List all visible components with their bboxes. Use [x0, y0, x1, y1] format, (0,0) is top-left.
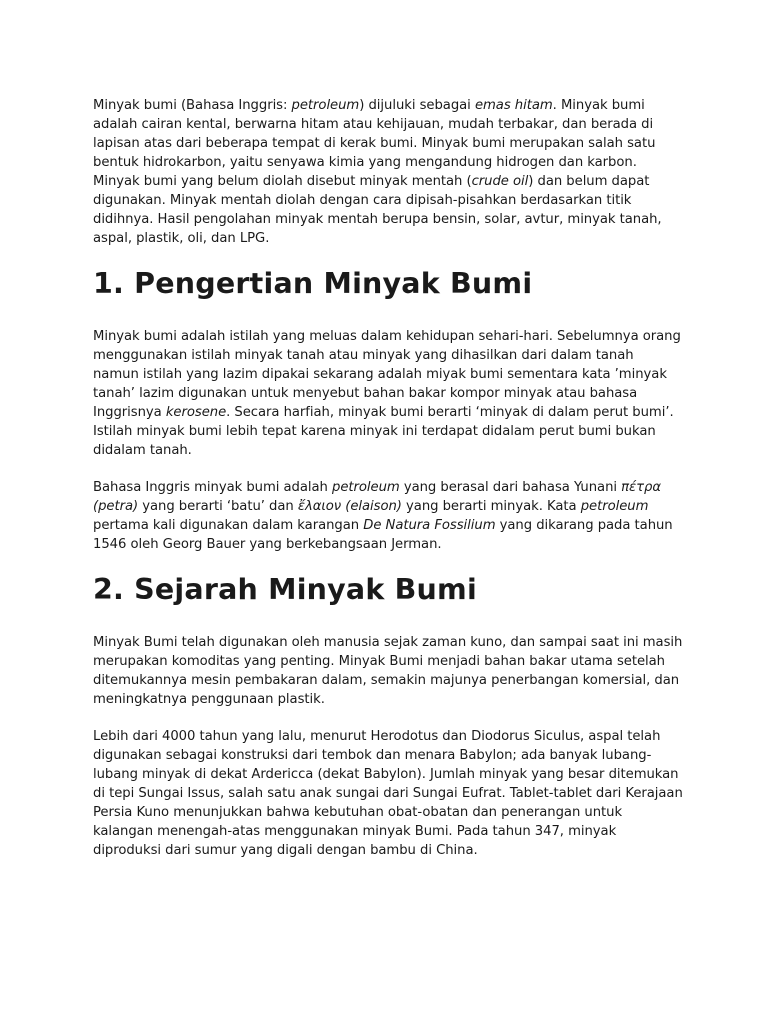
pengertian-p1-text-1: Minyak bumi adalah istilah yang meluas dalam kehidupan sehari-hari. Sebelumnya orang menggunakan istilah minyak tanah atau minyak yang dihasilkan dari dalam tanah namun istilah yang lazim dipakai sekarang adalah miyak bumi sementara kata ’minyak tanah’ lazim digunakan untuk menyebut bahan bakar kompor minyak atau bahasa Inggrisnya: [93, 329, 681, 420]
intro-paragraph: [93, 96, 683, 248]
sejarah-paragraph-1: Minyak Bumi telah digunakan oleh manusia sejak zaman kuno, dan sampai saat ini masih merupakan komoditas yang penting. Minyak Bumi menjadi bahan bakar utama setelah ditemukannya mesin pembakaran dalam, semakin majunya penerbangan komersial, dan meningkatnya penggunaan plastik.: [93, 635, 683, 707]
pengertian-term-petra: πέτρα (petra): [93, 480, 661, 514]
intro-term-emas-hitam: emas hitam: [474, 98, 553, 113]
pengertian-p2-text-4: yang berarti minyak. Kata: [401, 499, 581, 514]
intro-text-1: Minyak bumi (Bahasa Inggris:: [93, 98, 292, 113]
section-heading-pengertian: 1. Pengertian Minyak Bumi: [93, 267, 533, 300]
document-page: [93, 96, 683, 860]
sejarah-paragraph-2: Lebih dari 4000 tahun yang lalu, menurut Herodotus dan Diodorus Siculus, aspal telah digunakan sebagai konstruksi dari tembok dan menara Babylon; ada banyak lubang-lubang minyak di dekat Ardericca (dekat Babylon). Jumlah minyak yang besar ditemukan di tepi Sungai Issus, salah satu anak sungai dari Sungai Eufrat. Tablet-tablet dari Kerajaan Persia Kuno menunjukkan bahwa kebutuhan obat-obatan dan penerangan untuk kalangan menengah-atas menggunakan minyak Bumi. Pada tahun 347, minyak diproduksi dari sumur yang digali dengan bambu di China.: [93, 729, 683, 858]
pengertian-term-elaison: ἔλαιον (elaison): [297, 499, 402, 514]
intro-text-4: ) dan belum dapat digunakan. Minyak mentah diolah dengan cara dipisah-pisahkan berdasarkan titik didihnya. Hasil pengolahan minyak mentah berupa bensin, solar, avtur, minyak tanah, aspal, plastik, oli, dan LPG.: [93, 174, 662, 246]
pengertian-p2-text-1: Bahasa Inggris minyak bumi adalah: [93, 480, 332, 495]
pengertian-p1-text-2: . Secara harfiah, minyak bumi berarti ‘minyak di dalam perut bumi’. Istilah minyak bumi lebih tepat karena minyak ini terdapat didalam perut bumi bukan didalam tanah.: [93, 405, 674, 458]
pengertian-p2-text-6: yang dikarang pada tahun 1546 oleh Georg Bauer yang berkebangsaan Jerman.: [93, 518, 673, 552]
pengertian-term-de-natura-fossilium: De Natura Fossilium: [363, 518, 496, 533]
pengertian-paragraph-2: [93, 478, 683, 554]
intro-text-2: ) dijuluki sebagai: [359, 98, 475, 113]
pengertian-term-kerosene: kerosene: [165, 405, 227, 420]
pengertian-p2-text-5: pertama kali digunakan dalam karangan: [93, 518, 364, 533]
intro-term-crude-oil: crude oil: [471, 174, 529, 189]
pengertian-term-petroleum-2: petroleum: [580, 499, 649, 514]
intro-term-petroleum: petroleum: [291, 98, 360, 113]
section-heading-sejarah: 2. Sejarah Minyak Bumi: [93, 573, 477, 606]
pengertian-p2-text-2: yang berasal dari bahasa Yunani: [399, 480, 622, 495]
intro-text-3: . Minyak bumi adalah cairan kental, berwarna hitam atau kehijauan, mudah terbakar, dan berada di lapisan atas dari beberapa tempat di kerak bumi. Minyak bumi merupakan salah satu bentuk hidrokarbon, yaitu senyawa kimia yang mengandung hidrogen dan karbon. Minyak bumi yang belum diolah disebut minyak mentah (: [93, 98, 656, 189]
pengertian-paragraph-1: [93, 327, 683, 460]
pengertian-term-petroleum: petroleum: [332, 480, 400, 495]
pengertian-p2-text-3: yang berarti ‘batu’ dan: [138, 499, 298, 514]
